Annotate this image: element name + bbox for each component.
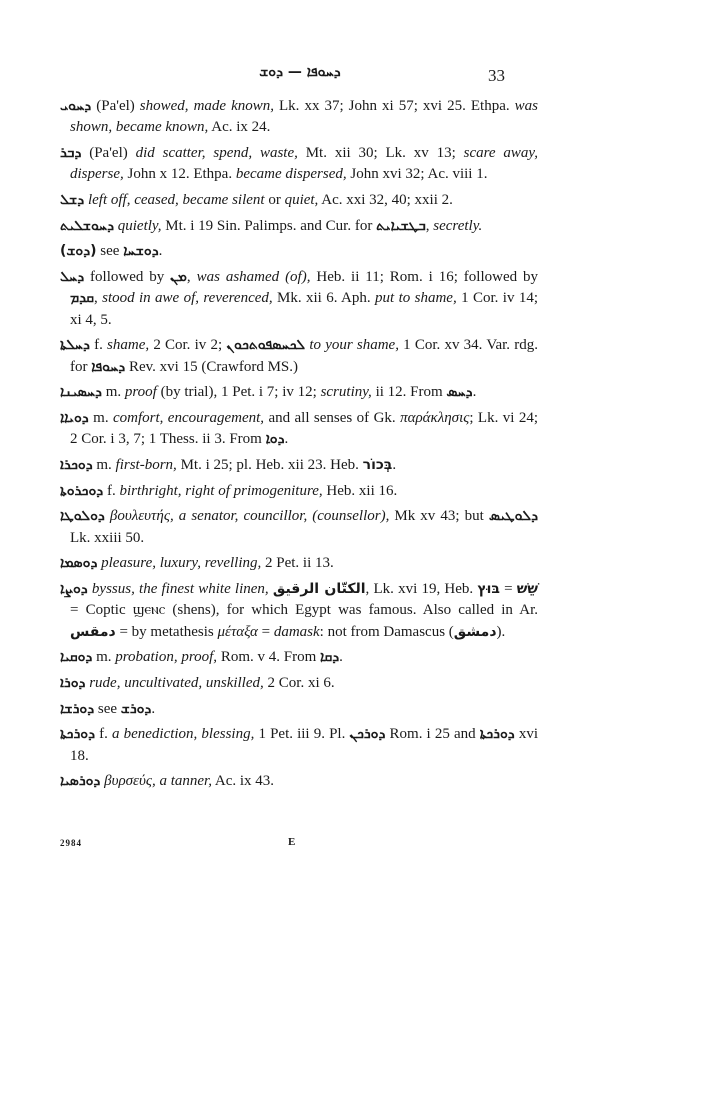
entry-text: John x 12. Ethpa. [123,166,236,183]
entry-headword: ܕܒܪ [60,144,82,161]
entry-text: Rom. i 25 and [385,726,480,743]
glossary-entries [60,96,538,797]
entry-text: Lk. xx 37; John xi 57; xvi 25. Ethpa. [274,98,515,114]
running-head: ܕܚܘܦܐ — ܕܘܫ [259,64,341,80]
entry-text: Heb. ii 11; Rom. i 16; followed by [310,269,539,286]
script-word: الكتّان الرقيق [272,581,366,598]
gloss-italic: βουλευτής, a senator, councillor, (counsellor), [109,508,390,525]
gloss-italic: shame, [107,337,150,354]
entry-text: Mk. xii 6. Aph. [272,290,376,307]
entry-headword: ܕܘܪܟܬܐ [60,726,95,743]
entry-text: , [425,217,434,234]
gloss-italic: a benediction, blessing, [111,726,255,743]
gloss-italic: birthright, right of primogeniture, [119,482,323,499]
entry-text: Ac. ix 43. [211,773,275,790]
entry-text: Lk. xxiii 50. [70,529,145,546]
gloss-italic: put to shame, [375,290,457,307]
entry-text: = [257,623,274,640]
gloss-italic: comfort, encouragement, [112,409,265,426]
entry-text: see [96,243,124,260]
gloss-italic: to your shame, [309,337,399,354]
entry-text: xvi 18. [70,726,538,764]
entry-text: (by trial), 1 Pet. i 7; iv 12; [156,384,321,401]
entry-headword: ܕܘܪܣܝܐ [60,773,101,790]
glossary-entry [60,553,538,574]
entry-text: 1 Cor. xv 34. Var. rdg. for [70,337,538,375]
entry-text: . [472,384,477,401]
entry-text: (Pa'el) [81,144,136,161]
glossary-entry [60,241,538,262]
script-word: دمقس [70,623,116,640]
script-word: ܩܕܡ [70,290,94,307]
entry-text: . [284,431,289,448]
entry-text: Mk xv 43; but [389,508,489,525]
gloss-italic: quietly, [117,217,162,234]
entry-headword: ܕܘܪܫܐ [60,700,95,717]
entry-text: 1 Pet. iii 9. Pl. [254,726,350,743]
script-word: ܕܘܐ [265,431,285,448]
gloss-italic: βυρσεύς, a tanner, [104,773,212,790]
gloss-italic: μέταξα [217,623,258,640]
script-word: دمشق [453,623,497,640]
entry-text: = [499,581,517,598]
glossary-entry [60,506,538,549]
gloss-italic: damask [273,623,320,640]
entry-headword: ܕܫܠ [60,191,85,208]
entry-text: . [151,700,156,717]
script-word: ܕܘܫܚܐ [123,243,159,260]
entry-text: and all senses of Gk. [264,409,401,426]
entry-text: : not from Damascus ( [319,623,454,640]
entry-text: m. [92,456,116,473]
entry-text: or [264,191,285,208]
entry-headword: ܕܘܝܐܐ [60,409,89,426]
glossary-entry [60,673,538,694]
entry-text: m. [92,649,116,666]
glossary-entry [60,481,538,502]
entry-headword: ܕܚܣܝܢܐ [60,384,102,401]
gloss-italic: proof [124,384,157,401]
glossary-entry [60,216,538,237]
script-word: ܒܛܫܝܐܝܬ [376,217,426,234]
gloss-italic: rude, uncultivated, unskilled, [89,674,264,691]
entry-headword: ܕܘܠܘܛܐ [60,508,105,525]
gloss-italic: did scatter, spend, waste, [135,144,298,161]
entry-text: Mt. xii 30; Lk. xv 13; [297,144,464,161]
entry-text: f. [103,482,120,499]
gloss-italic: probation, proof, [115,649,218,666]
gloss-italic: stood in awe of, reverenced, [102,290,273,307]
entry-text: , [93,290,103,307]
glossary-entry [60,408,538,451]
entry-headword: ܕܘܟܪܐ [60,456,93,473]
gloss-italic: secretly. [433,217,483,234]
entry-text: Mt. i 25; pl. Heb. xii 23. Heb. [176,456,363,473]
entry-text: Ac. xxi 32, 40; xxii 2. [318,191,453,208]
glossary-entry [60,699,538,720]
entry-text: Rev. xvi 15 (Crawford MS.) [125,358,298,375]
entry-headword: ܕܚܠܬܐ [60,337,90,354]
gloss-italic: παράκλησις [400,409,470,426]
entry-text: . [339,649,343,666]
printer-signature: 2984 [60,838,82,848]
entry-text: f. [89,337,108,354]
page-number: 33 [488,66,505,85]
entry-headword: ܕܘܣܡܐ [60,555,98,572]
gloss-italic: pleasure, luxury, revelling, [101,555,262,572]
glossary-entry [60,96,538,139]
entry-text: . [158,243,163,260]
script-word: בּוּץ [477,581,500,598]
entry-text: m. [88,409,113,426]
script-word: בְּכוֹר [362,456,393,473]
entry-text: 2 Cor. xi 6. [263,674,335,691]
entry-text: = Coptic ϣⲉⲛⲥ (shens), for which Egypt was famous. Also called in Ar. [70,602,538,619]
entry-text: followed by [84,269,171,286]
glossary-entry [60,335,538,378]
gloss-italic: showed, made known, [139,98,274,114]
script-word: ܡܢ [170,269,187,286]
script-word: ܕܚܣ [446,384,473,401]
script-word: ܠܟܚܣܦܘܬܟܘܢ [226,337,306,354]
entry-text: Mt. i 19 Sin. Palimps. and Cur. for [161,217,377,234]
glossary-entry [60,382,538,403]
glossary-entry [60,771,538,792]
entry-text: Rom. v 4. From [217,649,320,666]
gloss-italic: first-born, [115,456,177,473]
gloss-italic: scrutiny, [320,384,372,401]
glossary-entry [60,143,538,186]
entry-headword: ܕܚܠ [60,269,85,286]
page-footer [60,838,538,858]
gloss-italic: was shown, became known, [70,98,538,136]
glossary-entry [60,579,538,643]
entry-text: f. [95,726,112,743]
entry-text: Heb. xii 16. [322,482,398,499]
script-word: ܕܠܘܛܝܣ [488,508,538,525]
entry-text: 2 Pet. ii 13. [261,555,334,572]
gloss-italic: became dispersed, [235,166,347,183]
entry-text: (Pa'el) [91,98,140,114]
entry-headword: ܕܘܟܪܘܬܐ [60,482,104,499]
entry-text: 1 Cor. iv 14; xi 4, 5. [70,290,538,328]
glossary-entry [60,190,538,211]
entry-headword: ܕܚܘܫܠܝܬ [60,217,114,234]
entry-text: ; Lk. vi 24; 2 Cor. i 3, 7; 1 Thess. ii 3. From [70,409,538,448]
entry-text: , [186,269,197,286]
entry-text: ). [496,623,506,640]
gloss-italic: left off, ceased, became silent [87,191,265,208]
entry-text: 2 Cor. iv 2; [149,337,227,354]
entry-text: see [94,700,121,717]
glossary-entry [60,267,538,331]
gloss-italic: scare away, disperse, [70,144,538,183]
glossary-entry [60,647,538,668]
gloss-italic: was ashamed (of), [196,269,311,286]
entry-headword: ܕܘܪܐ [60,674,86,691]
script-word: ܕܩܐ [320,649,340,666]
entry-headword: (ܕܘܫ) [60,243,97,260]
gloss-italic: byssus, the finest white linen, [91,581,269,598]
script-word: ܕܘܪܫ [120,700,152,717]
entry-text: , Lk. xvi 19, Heb. [365,581,478,598]
entry-headword: ܕܘܨܐ [60,581,88,598]
entry-text: m. [101,384,125,401]
glossary-entry [60,455,538,476]
entry-text: ii 12. From [371,384,447,401]
entry-text: John xvi 32; Ac. viii 1. [346,166,488,183]
script-word: ܕܘܪܟܬܐ [479,726,515,743]
entry-headword: ܕܘܩܝܐ [60,649,93,666]
script-word: ܕܚܘܦܐ [91,358,126,375]
glossary-entry [60,724,538,767]
gloss-italic: quiet, [284,191,319,208]
entry-text: = by metathesis [115,623,218,640]
entry-text: . [392,456,397,473]
entry-headword: ܕܚܘܝ [60,98,92,114]
entry-text: Ac. ix 24. [208,119,271,136]
script-word: שֵׁשׁ [516,581,538,598]
page-header [0,62,710,90]
script-word: ܕܘܪܟܢ [349,726,386,743]
signature-mark: E [288,836,296,848]
